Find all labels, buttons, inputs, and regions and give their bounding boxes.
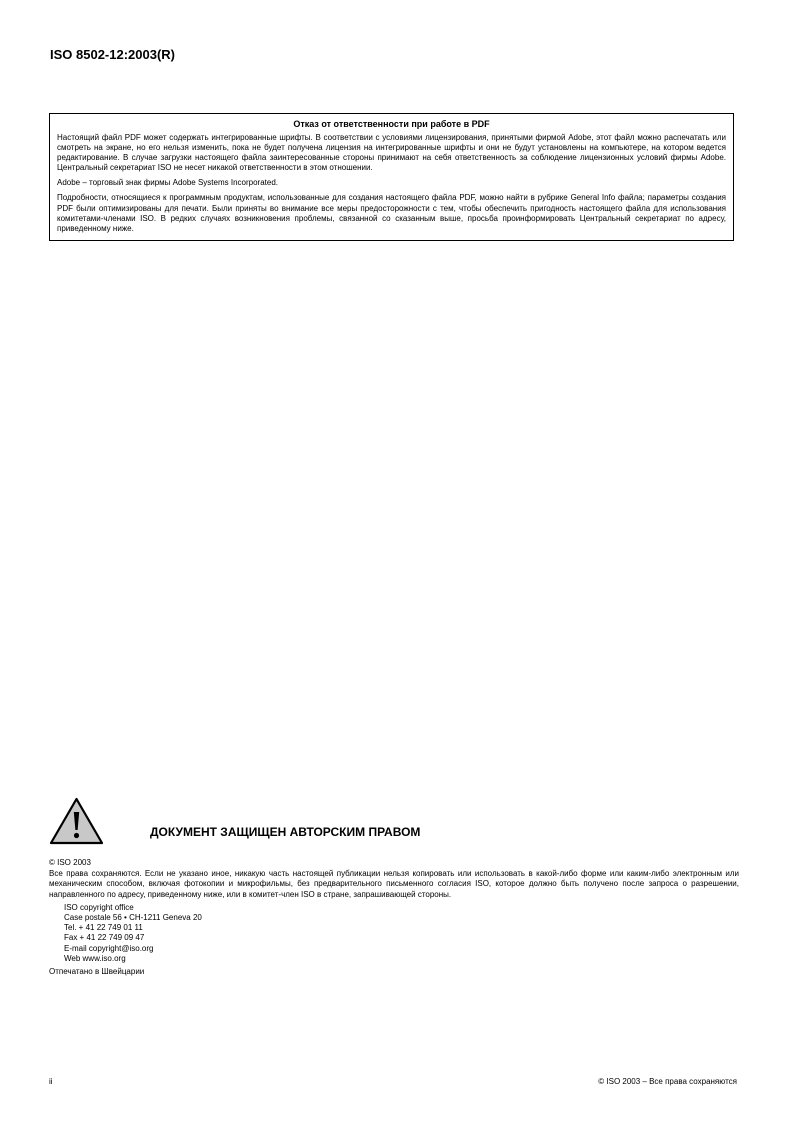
address-office: ISO copyright office [64, 902, 134, 912]
pdf-disclaimer-box [49, 113, 734, 241]
iso-address [49, 903, 739, 964]
address-tel: Tel. + 41 22 749 01 11 [64, 923, 143, 933]
disclaimer-paragraph-details: Подробности, относящиеся к программным продуктам, использованные для создания настоящего файла PDF, можно найти в рубрике General Info файла; параметры создания PDF были оптимизированы для печати. Были приняты во внимание все меры предосторожности с тем, чтобы обеспечить пригодность настоящего файла для использования комитетами-членами ISO. В редких случаях возникновения проблемы, связанной со сказанным выше, просьба проинформировать Центральный секретариат по адресу, приведенному ниже. [57, 193, 726, 233]
footer-copyright: © ISO 2003 – Все права сохраняются [598, 1077, 737, 1086]
copyright-block [49, 858, 739, 977]
copyright-year: © ISO 2003 [49, 858, 91, 867]
address-postal: Case postale 56 • CH-1211 Geneva 20 [64, 913, 202, 923]
disclaimer-paragraph-trademark: Adobe – торговый знак фирмы Adobe Systems Incorporated. [57, 178, 279, 188]
copyright-heading: ДОКУМЕНТ ЗАЩИЩЕН АВТОРСКИМ ПРАВОМ [150, 825, 421, 839]
document-id: ISO 8502-12:2003(R) [50, 47, 176, 62]
rights-statement: Все права сохраняются. Если не указано иное, никакую часть настоящей публикации нельзя копировать или использовать в какой-либо форме или каким-либо электронным или механическим способом, включая фотокопии и микрофильмы, без предварительного письменного согласия ISO, которое должно быть получено после запроса о разрешении, направленного по адресу, приведенному ниже, или в комитет-член ISO в стране, запрашивающей стороны. [49, 869, 739, 899]
address-web: Web www.iso.org [64, 953, 126, 963]
printed-in: Отпечатано в Швейцарии [49, 967, 145, 977]
footer-page-number: ii [49, 1077, 53, 1086]
disclaimer-title: Отказ от ответственности при работе в PDF [293, 119, 490, 129]
warning-triangle-icon [49, 797, 104, 845]
address-email: E-mail copyright@iso.org [64, 943, 154, 953]
disclaimer-paragraph-fonts: Настоящий файл PDF может содержать интегрированные шрифты. В соответствии с условиями лицензирования, принятыми фирмой Adobe, этот файл можно распечатать или смотреть на экране, но его нельзя изменить, пока не будет получена лицензия на интегрированные шрифты и они не будут установлены на компьютере, на котором ведется редактирование. В случае загрузки настоящего файла заинтересованные стороны принимают на себя ответственность за соблюдение лицензионных условий фирмы Adobe. Центральный секретариат ISO не несет никакой ответственности в этом отношении. [57, 133, 726, 173]
address-fax: Fax + 41 22 749 09 47 [64, 933, 145, 943]
